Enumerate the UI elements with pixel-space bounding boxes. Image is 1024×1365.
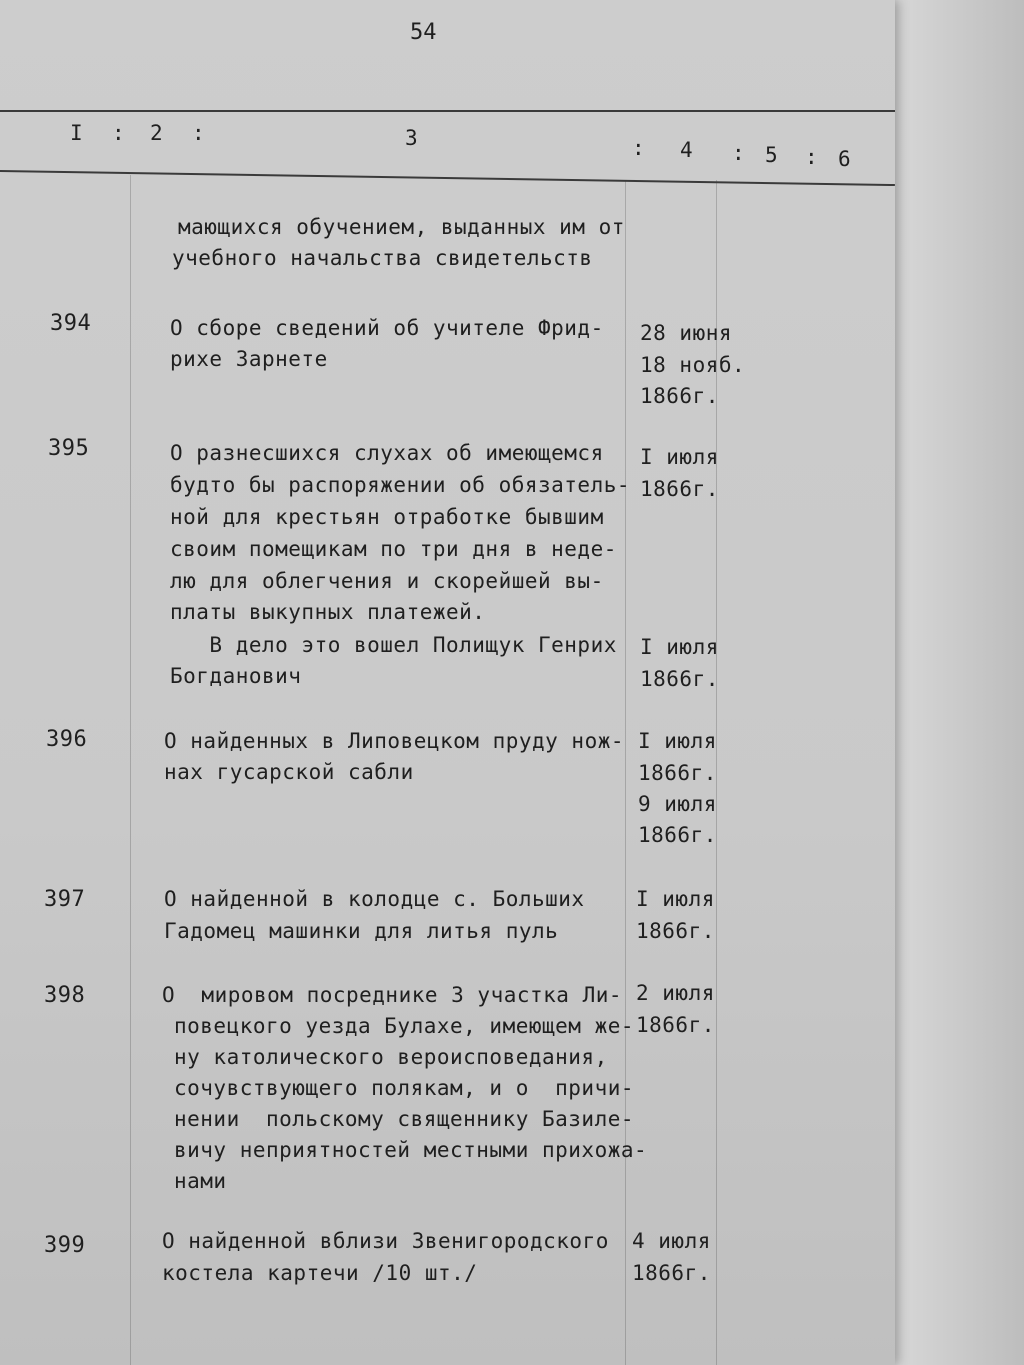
text-line: учебного начальства свидетельств bbox=[172, 246, 593, 270]
col-6-label: 6 bbox=[838, 147, 852, 171]
text-line: своим помещикам по три дня в неде- bbox=[170, 537, 617, 561]
date-line: 1866г. bbox=[640, 384, 719, 408]
entry-number: 398 bbox=[44, 983, 86, 1008]
date-line: I июля bbox=[640, 635, 719, 659]
col-separator: : bbox=[632, 136, 646, 160]
text-line: сочувствующего полякам, и о причи- bbox=[174, 1076, 635, 1100]
header-rule-top bbox=[0, 110, 895, 112]
entry-number: 395 bbox=[48, 436, 90, 461]
col-separator: : bbox=[192, 121, 206, 145]
text-line: О найденной в колодце с. Больших bbox=[164, 887, 585, 911]
date-line: 28 июня bbox=[640, 321, 733, 345]
text-line: ной для крестьян отработке бывшим bbox=[170, 505, 604, 529]
col-separator: : bbox=[805, 145, 819, 169]
column-guide bbox=[625, 180, 626, 1365]
col-separator: : bbox=[732, 141, 746, 165]
text-line: платы выкупных платежей. bbox=[170, 600, 486, 624]
text-line: повецкого уезда Булахе, имеющем же- bbox=[174, 1014, 635, 1038]
text-line: О сборе сведений об учителе Фрид- bbox=[170, 316, 604, 340]
entry-number: 399 bbox=[44, 1233, 86, 1258]
header-rule-bottom bbox=[0, 170, 895, 186]
page-number: 54 bbox=[410, 20, 437, 45]
text-line: костела картечи /10 шт./ bbox=[162, 1261, 478, 1285]
date-line: 9 июля bbox=[638, 792, 717, 816]
text-line: вичу неприятностей местными прихожа- bbox=[174, 1138, 648, 1162]
text-line: нами bbox=[174, 1169, 227, 1193]
date-line: I июля bbox=[640, 445, 719, 469]
text-line: О найденных в Липовецком пруду нож- bbox=[164, 729, 625, 753]
col-separator: : bbox=[112, 121, 126, 145]
col-2-label: 2 bbox=[150, 121, 164, 145]
text-line: О мировом посреднике 3 участка Ли- bbox=[162, 983, 623, 1007]
date-line: 1866г. bbox=[638, 823, 717, 847]
column-guide bbox=[130, 175, 131, 1365]
date-line: 1866г. bbox=[638, 761, 717, 785]
text-line: ну католического вероисповедания, bbox=[174, 1045, 608, 1069]
text-line: рихе Зарнете bbox=[170, 347, 328, 371]
text-line: Гадомец машинки для литья пуль bbox=[164, 919, 559, 943]
text-line: нах гусарской сабли bbox=[164, 760, 414, 784]
text-line: будто бы распоряжении об обязатель- bbox=[170, 473, 631, 497]
text-line: лю для облегчения и скорейшей вы- bbox=[170, 569, 604, 593]
date-line: 1866г. bbox=[636, 919, 715, 943]
entry-number: 396 bbox=[46, 727, 88, 752]
col-5-label: 5 bbox=[765, 143, 779, 167]
date-line: 2 июля bbox=[636, 981, 715, 1005]
entry-number: 397 bbox=[44, 887, 86, 912]
col-3-label: 3 bbox=[405, 126, 419, 150]
text-line: О разнесшихся слухах об имеющемся bbox=[170, 441, 604, 465]
date-line: 18 нояб. bbox=[640, 353, 746, 377]
text-line: мающихся обучением, выданных им от bbox=[178, 215, 625, 239]
text-line: О найденной вблизи Звенигородского bbox=[162, 1229, 609, 1253]
col-4-label: 4 bbox=[680, 138, 694, 162]
entry-number: 394 bbox=[50, 311, 92, 336]
date-line: 1866г. bbox=[636, 1013, 715, 1037]
date-line: 1866г. bbox=[640, 667, 719, 691]
col-1-label: I bbox=[70, 121, 84, 145]
text-line: нении польскому священнику Базиле- bbox=[174, 1107, 635, 1131]
date-line: 1866г. bbox=[632, 1261, 711, 1285]
note-line: В дело это вошел Полищук Генрих bbox=[170, 633, 617, 657]
note-line: Богданович bbox=[170, 664, 302, 688]
date-line: 1866г. bbox=[640, 477, 719, 501]
date-line: I июля bbox=[636, 887, 715, 911]
date-line: I июля bbox=[638, 729, 717, 753]
date-line: 4 июля bbox=[632, 1229, 711, 1253]
